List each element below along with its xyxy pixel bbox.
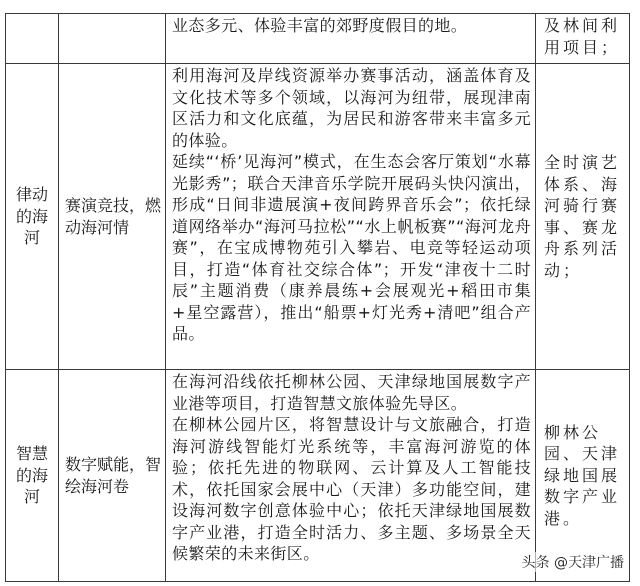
projects-cell: 全时演艺体系、海河骑行赛事、赛龙舟系列活动；	[536, 64, 630, 370]
content-paragraph: 延续“‘桥’见海河”模式，在生态会客厅策划“水幕光影秀”；联合天津音乐学院开展码头快闪演出，形成“日间非遗展演+夜间跨界音乐会”；依托绿道网络举办“海河马拉松”“水上帆板赛”“海河龙舟赛”，在宝成博物苑引入攀岩、电竞等轻运动项目，打造“体育社交综合体”；开发“津夜十二时辰”主题消费（康养晨练+会展观光+稻田市集+星空露营），推出“船票+灯光秀+清吧”组合产品。	[172, 152, 531, 343]
table-row-smart-haihe	[6, 370, 630, 582]
category-cell: 律动的海河	[6, 64, 59, 370]
content-paragraph: 在柳林公园片区，将智慧设计与文旅融合，打造海河游线智能灯光系统等，丰富海河游览的体验；依托先进的物联网、云计算及人工智能技术，依托国家会展中心（天津）多功能空间，建设海河数字创意体验中心；依托天津绿地国展数字产业港，打造全时活力、多主题、多场景全天候繁荣的未来街区。	[172, 415, 531, 563]
projects-cell: 柳林公园、天津绿地国展数字产业港。	[536, 370, 630, 582]
content-cell	[166, 370, 536, 582]
content-cell	[166, 14, 536, 64]
planning-table	[5, 13, 630, 582]
content-paragraph: 利用海河及岸线资源举办赛事活动，涵盖体育及文化技术等多个领域，以海河为纽带，展现津南区活力和文化底蕴，为居民和游客带来丰富多元的体验。	[172, 66, 531, 150]
theme-cell: 数字赋能，智绘海河卷	[59, 370, 166, 582]
theme-cell: 赛演竞技，燃动海河情	[59, 64, 166, 370]
category-cell: 智慧的海河	[6, 370, 59, 582]
source-watermark: 头条 @天津广播	[520, 552, 626, 572]
theme-cell	[59, 14, 166, 64]
category-cell	[6, 14, 59, 64]
table-row-rhythmic-haihe	[6, 64, 630, 370]
content-paragraph: 业态多元、体验丰富的郊野度假目的地。	[172, 16, 468, 35]
content-paragraph: 在海河沿线依托柳林公园、天津绿地国展数字产业港等项目，打造智慧文旅体验先导区。	[172, 372, 531, 413]
content-cell	[166, 64, 536, 370]
table-row-continuation	[6, 14, 630, 64]
projects-cell: 及林间利用项目；	[536, 14, 630, 64]
